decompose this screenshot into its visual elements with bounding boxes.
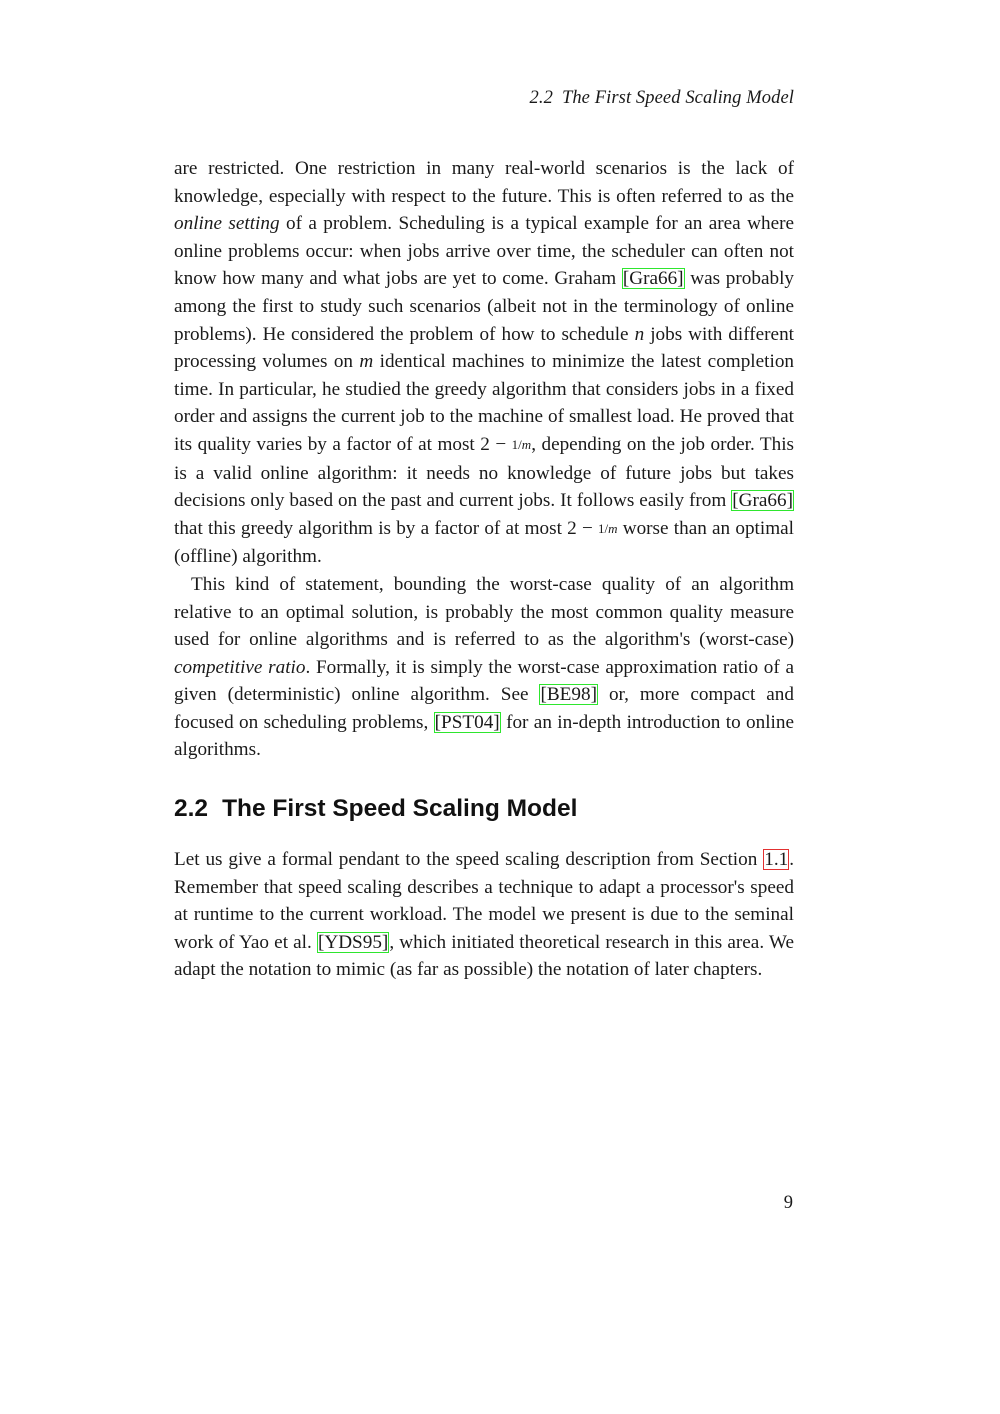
section-title: The First Speed Scaling Model [222,795,578,822]
running-header-section-number: 2.2 [529,88,553,108]
fraction-numerator: 1 [597,520,605,536]
text-run: worse than an optimal (offline) algorithm. [174,517,794,568]
math-fraction [512,437,532,452]
fraction-denominator: m [521,436,532,452]
term-online-setting: online setting [174,213,280,235]
citation-link-gra66[interactable]: [Gra66] [622,268,684,290]
text-run: of a problem. Scheduling is a typical example for an area where online problems occur: when jobs arrive over time, the scheduler can often not know how many and what jobs are yet to come. Graham [174,213,794,290]
paragraph-online-setting [174,155,794,571]
fraction-slash: / [604,520,609,536]
text-run: jobs with different processing volumes on [174,323,795,373]
text-run: This kind of statement, bounding the worst-case quality of an algorithm relative to an optimal solution, is probably the most common quality measure used for online algorithms and is referred to as the algorithm's (worst-case) [174,573,794,651]
text-run: , depending on the job order. This is a valid online algorithm: it needs no knowledge of future jobs but takes decisions only based on the past and current jobs. It follows easily from [174,433,794,512]
section-heading [174,795,577,823]
text-run: . Formally, it is simply the worst-case approximation ratio of a given (deterministic) online algorithm. See [174,656,795,706]
fraction-numerator: 1 [511,436,519,452]
section-number: 2.2 [174,795,209,822]
citation-link-gra66[interactable]: [Gra66] [732,490,793,512]
running-header [530,88,795,109]
fraction-denominator: m [608,520,618,536]
math-expression-2-minus-1-over-m [567,518,617,539]
text-run: that this greedy algorithm is by a factor of at most [174,517,568,539]
text-run: , which initiated theoretical research in this area. We adapt the notation to mimic (as far as possible) the notation of later chapters. [174,931,794,981]
paragraph-speed-scaling-intro [174,846,794,984]
body-text-section [174,846,794,984]
text-run: was probably among the first to study such scenarios (albeit not in the terminology of online problems). He considered the problem of how to schedule [174,268,795,345]
text-run: Let us give a formal pendant to the speed scaling description from Section [174,849,764,870]
text-run: . Remember that speed scaling describes a technique to adapt a processor's speed at runtime to the current workload. The model we present is due to the seminal work of Yao et al. [174,849,794,953]
fraction-slash: / [518,436,522,452]
page-number: 9 [783,1193,793,1213]
body-text-top [174,155,794,764]
math-fraction [598,521,618,536]
citation-link-yds95[interactable]: [YDS95] [317,931,389,953]
text-run: are restricted. One restriction in many real-world scenarios is the lack of knowledge, especially with respect to the future. This is often referred to as the [174,158,794,207]
math-variable-n: n [634,323,645,345]
running-header-title: The First Speed Scaling Model [561,88,794,108]
math-prefix: 2 − [567,517,598,539]
text-run: for an in-depth introduction to online algorithms. [174,711,794,761]
text-run: identical machines to minimize the latest completion time. In particular, he studied the greedy algorithm that considers jobs in a fixed order and assigns the current job to the machine of smallest load. He proved that its quality varies by a factor of at most [174,351,795,455]
term-competitive-ratio: competitive ratio [174,656,306,678]
citation-link-pst04[interactable]: [PST04] [434,711,500,733]
math-variable-m: m [359,351,374,373]
paragraph-competitive-ratio [174,571,794,764]
math-prefix: 2 − [480,433,512,455]
math-expression-2-minus-1-over-m [480,434,531,455]
citation-link-be98[interactable]: [BE98] [540,684,597,706]
text-run: or, more compact and focused on scheduling problems, [174,684,794,733]
section-reference-link[interactable]: 1.1 [764,849,789,870]
